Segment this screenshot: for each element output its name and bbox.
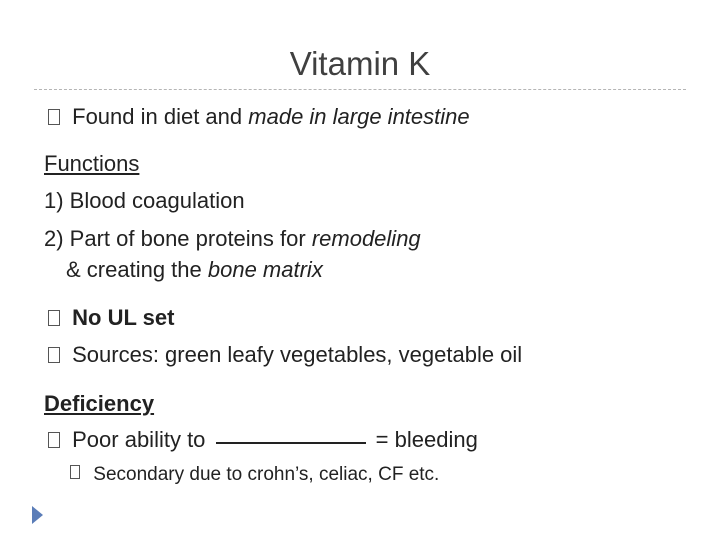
square-bullet-icon (44, 307, 66, 329)
poor-ability-text: Poor ability to (72, 427, 206, 452)
square-bullet-icon (66, 462, 88, 484)
function-2-cont-text: & creating the (66, 257, 208, 282)
square-bullet-icon (44, 106, 66, 128)
found-text-italic: made in large intestine (248, 104, 470, 129)
found-text: Found in diet and (72, 104, 249, 129)
no-ul-text: No UL set (72, 305, 175, 330)
bleeding-text: = bleeding (375, 427, 478, 452)
function-2 (44, 225, 421, 253)
function-2-continued (66, 256, 323, 284)
deficiency-heading (44, 390, 154, 418)
square-bullet-icon (44, 344, 66, 366)
found-line (44, 103, 470, 131)
sources-text: Sources: green leafy vegetables, vegetable oil (72, 342, 523, 367)
play-arrow-icon[interactable] (32, 506, 43, 524)
secondary-text: Secondary due to crohn’s, celiac, CF etc. (93, 464, 440, 485)
poor-ability-line (44, 426, 478, 454)
functions-heading-text: Functions (44, 151, 140, 176)
fill-in-blank (216, 442, 366, 444)
square-bullet-icon (44, 429, 66, 451)
secondary-line (66, 461, 439, 489)
function-2-italic: remodeling (311, 226, 421, 251)
function-2-text: 2) Part of bone proteins for (44, 226, 312, 251)
title-divider (34, 89, 686, 90)
functions-heading (44, 150, 139, 178)
deficiency-heading-text: Deficiency (44, 391, 155, 416)
function-1 (44, 187, 245, 215)
slide-title (0, 44, 720, 84)
function-2-cont-italic: bone matrix (207, 257, 323, 282)
no-ul-line (44, 304, 174, 332)
function-1-text: 1) Blood coagulation (44, 188, 245, 213)
sources-line (44, 341, 522, 369)
slide-title-text: Vitamin K (289, 45, 431, 82)
